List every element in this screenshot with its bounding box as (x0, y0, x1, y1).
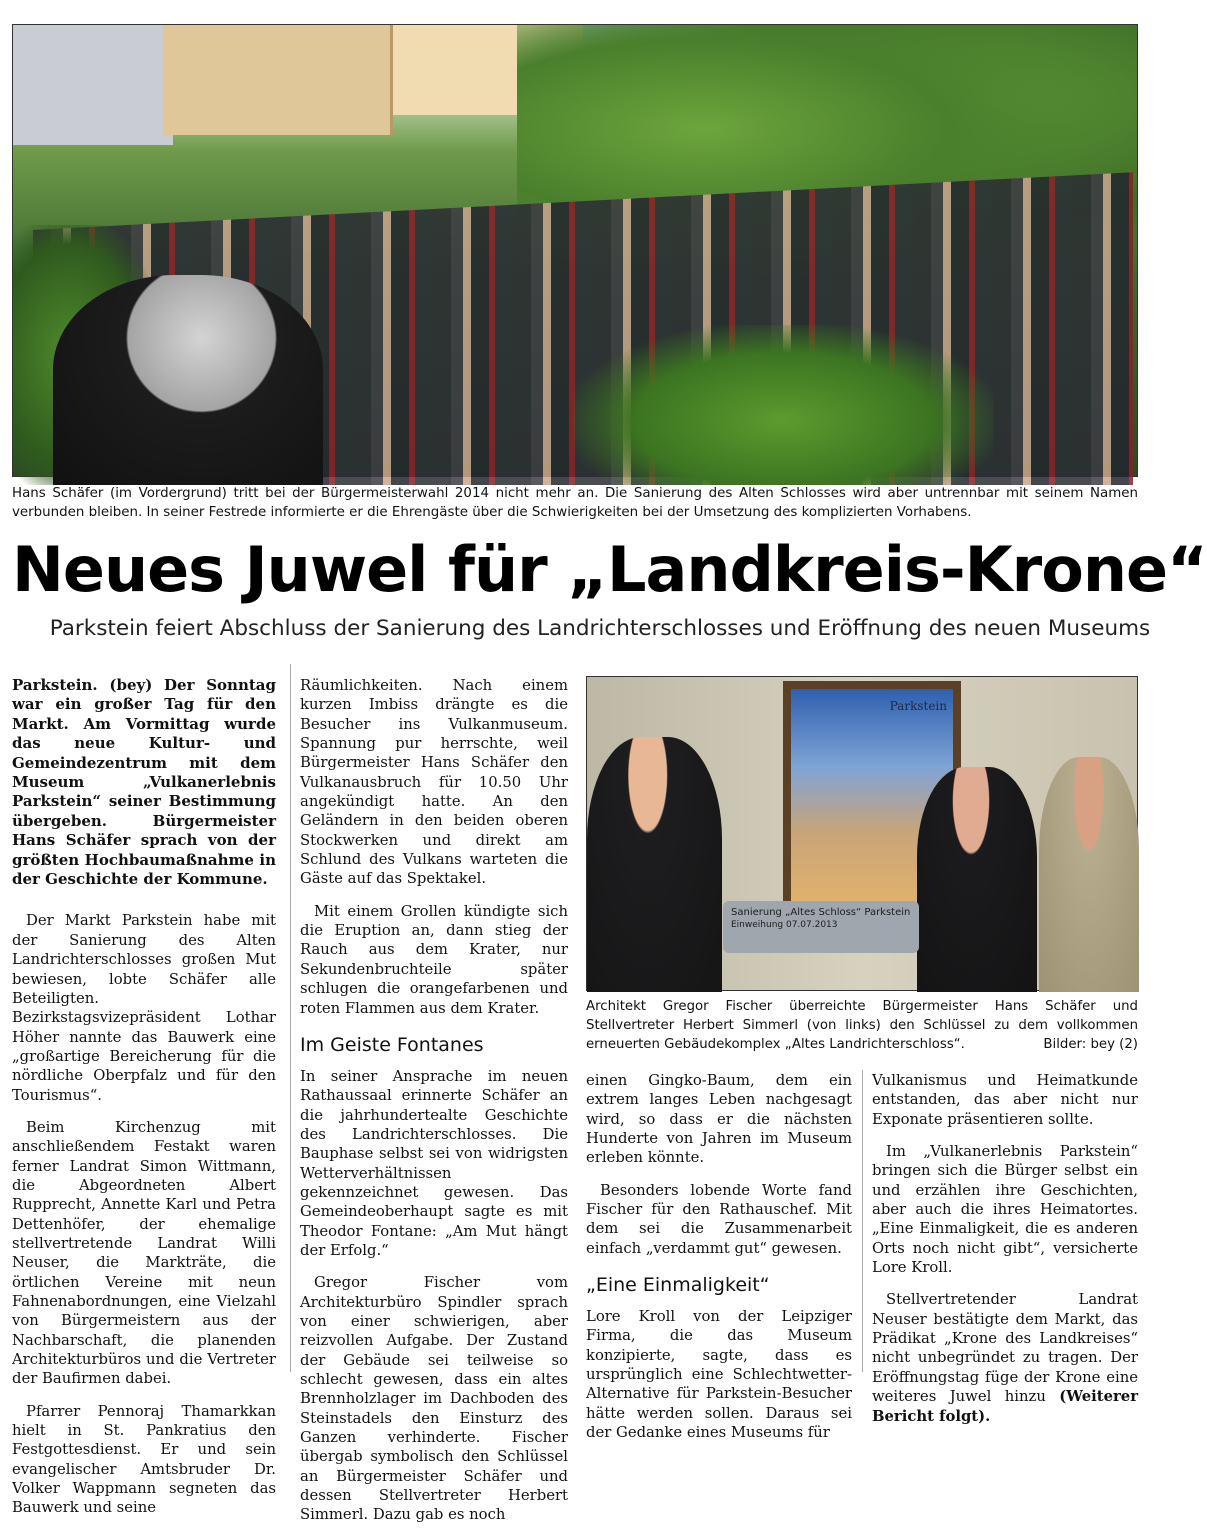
follow-up-note: (Weiterer Bericht folgt). (872, 1388, 1138, 1425)
painting-label: Parkstein (889, 699, 947, 713)
paragraph: Besonders lobende Worte fand Fischer für den Rathauschef. Mit dem sei die Zusammenarbeit einfach „verdammt gut“ gewesen. (586, 1181, 852, 1257)
column-divider (290, 664, 291, 1372)
mid-photo-caption (586, 997, 1138, 1054)
key-handover-photo (586, 676, 1138, 991)
person-mayor (917, 767, 1037, 992)
paragraph: Vulkanismus und Heimatkunde entstanden, das aber nicht nur Exponate präsentieren sollte. (872, 1072, 1138, 1128)
key-text-title: Sanierung „Altes Schloss“ Parkstein (731, 907, 911, 918)
paragraph: Lore Kroll von der Leipziger Firma, die das Museum konzipierte, sagte, dass es ursprünglich eine Schlechtwetter-Alternative für Parkstein-Besucher hätte werden sollen. Daraus sei der Gedanke eines Museums für (586, 1308, 852, 1442)
column-2 (300, 676, 568, 1538)
subheading: Im Geiste Fontanes (300, 1033, 484, 1056)
subheading: „Eine Einmaligkeit“ (586, 1274, 770, 1297)
caption-text: Architekt Gregor Fischer überreichte Bürgermeister Hans Schäfer und Stellvertreter Herbert Simmerl (von links) den Schlüssel zu dem vollkommen erneuerten Gebäudekomplex „Altes Landrichterschloss“. (586, 999, 1138, 1052)
column-1 (12, 676, 276, 1531)
paragraph (872, 1290, 1138, 1425)
top-photo (12, 24, 1138, 477)
key-text-date: Einweihung 07.07.2013 (731, 920, 838, 930)
speaker-foreground (53, 275, 323, 485)
building-roof (13, 25, 173, 145)
person-deputy (1039, 757, 1139, 992)
paragraph: Pfarrer Pennoraj Thamarkkan hielt in St. Pankratius den Festgottesdienst. Er und sein evangelischer Amtsbruder Dr. Volker Wappmann segneten das Bauwerk und seine (12, 1402, 276, 1517)
column-divider (862, 1070, 863, 1372)
bush-foreground (573, 325, 993, 485)
headline: Neues Juwel für „Landkreis-Krone“ (12, 533, 1207, 606)
column-3 (586, 1071, 852, 1456)
ceremonial-key (723, 901, 919, 953)
subheadline: Parkstein feiert Abschluss der Sanierung des Landrichterschlosses und Eröffnung des neuen Museums (49, 616, 1151, 641)
paragraph: Räumlichkeiten. Nach einem kurzen Imbiss drängte es die Besucher ins Vulkanmuseum. Spannung pur herrschte, weil Bürgermeister Hans Schäfer den Vulkanausbruch für 10.50 Uhr angekündigt hatte. An den Geländern in den beiden oberen Stockwerken und direkt am Schlund des Vulkans warteten die Gäste auf das Spektakel. (300, 677, 568, 888)
lead-paragraph: Parkstein. (bey) Der Sonntag war ein großer Tag für den Markt. Am Vormittag wurde das neue Kultur- und Gemeindezentrum mit dem Museum „Vulkanerlebnis Parkstein“ seiner Bestimmung übergeben. Bürgermeister Hans Schäfer sprach von der größten Hochbaumaßnahme in der Geschichte der Kommune. (12, 676, 276, 889)
paragraph: In seiner Ansprache im neuen Rathaussaal erinnerte Schäfer an die jahrhundertealte Geschichte des Landrichterschlosses. Die Bauphase selbst sei von widrigsten Wetterverhältnissen gekennzeichnet gewesen. Das Gemeindeoberhaupt sagte es mit Theodor Fontane: „Am Mut hängt der Erfolg.“ (300, 1067, 568, 1259)
paragraph: Mit einem Grollen kündigte sich die Eruption an, dann stieg der Rauch aus dem Krater, nur Sekundenbruchteile später schlugen die orangefarbenen und roten Flammen aus dem Krater. (300, 902, 568, 1017)
paragraph: Beim Kirchenzug mit anschließendem Festakt waren ferner Landrat Simon Wittmann, die Abgeordneten Albert Rupprecht, Annette Karl und Petra Dettenhöfer, der ehemalige stellvertretende Landrat Willi Neuser, die Markträte, die örtlichen Vereine mit neun Fahnenabordnungen, eine Vielzahl von Bürgermeistern aus der Nachbarschaft, die planenden Architekturbüros und die Vertreter der Baufirmen dabei. (12, 1118, 276, 1388)
top-photo-caption: Hans Schäfer (im Vordergrund) tritt bei der Bürgermeisterwahl 2014 nicht mehr an. Die Sanierung des Alten Schlosses wird aber untrennbar mit seinem Namen verbunden bleiben. In seiner Festrede informierte er die Ehrengäste über die Schwierigkeiten bei der Umsetzung des komplizierten Vorhabens. (12, 486, 1138, 520)
person-architect (587, 737, 722, 992)
building-barn (163, 25, 393, 135)
photo-credit: Bilder: bey (2) (1043, 1037, 1138, 1052)
column-4 (872, 1071, 1138, 1439)
paragraph: Gregor Fischer vom Architekturbüro Spindler sprach von einer schwierigen, aber reizvollen Aufgabe. Der Zustand der Gebäude sei teilweise so schlecht gewesen, dass ein altes Brennholzlager im Dachboden des Steinstadels den Einsturz des Ganzen verhinderte. Fischer übergab symbolisch den Schlüssel an Bürgermeister Schäfer und dessen Stellvertreter Herbert Simmerl. Dazu gab es noch (300, 1274, 568, 1524)
paragraph: Der Markt Parkstein habe mit der Sanierung des Alten Landrichterschlosses großen Mut bewiesen, lobte Schäfer alle Beteiligten. Bezirkstagsvizepräsident Lothar Höher nannte das Bauwerk eine „großartige Bereicherung für die nördliche Oberpfalz und für den Tourismus“. (12, 912, 276, 1104)
paragraph: Im „Vulkanerlebnis Parkstein“ bringen sich die Bürger selbst ein und erzählen ihre Geschichten, aber auch die ihres Heimatortes. „Eine Einmaligkeit, die es anderen Orts noch nicht gibt“, versicherte Lore Kroll. (872, 1143, 1138, 1277)
paragraph: einen Gingko-Baum, dem ein extrem langes Leben nachgesagt wird, so dass er die nächsten Hunderte von Jahren im Museum erleben könnte. (586, 1072, 852, 1167)
paragraph-text: Stellvertretender Landrat Neuser bestätigte dem Markt, das Prädikat „Krone des Landkreises“ nicht unbegründet zu tragen. Der Eröffnungstag füge der Krone eine weiteres Juwel hinzu (872, 1291, 1138, 1406)
